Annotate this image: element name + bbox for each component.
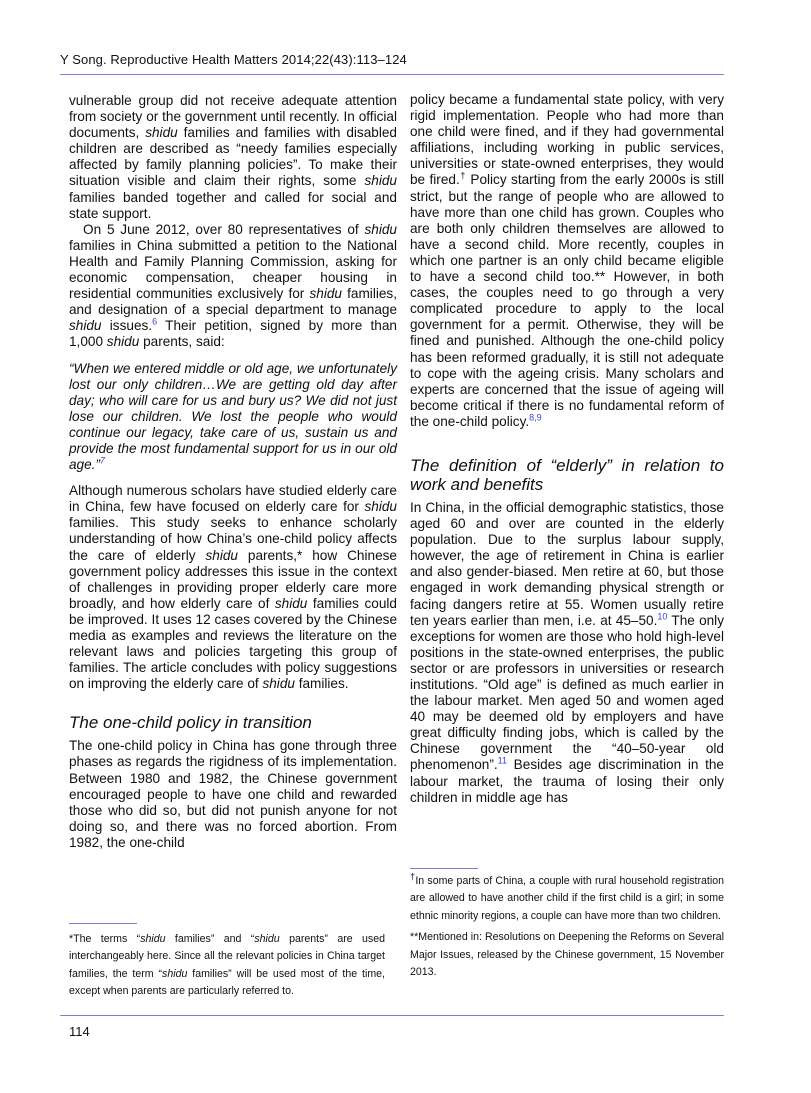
section-heading: The one-child policy in transition <box>69 713 312 733</box>
italic-term: shidu <box>364 221 397 237</box>
block-quote: “When we entered middle or old age, we unfortunately lost our only children…We are getting old day after day; who will care for us and bury us? We did not just lose our children. We lost the people who would continue our legacy, take care of us, sustain us and provide the most fundamental support for us in our old age.”$^7$ <box>69 360 397 473</box>
footnote-rule <box>410 868 478 869</box>
paragraph: Although numerous scholars have studied elderly care in China, few have focused on elderly care for shidu families. This study seeks to enhance scholarly understanding of how China’s one-child policy affects the care of elderly shidu parents,* how Chinese government policy addresses this issue in the context of challenges in providing proper elderly care more broadly, and how elderly care of shidu families could be improved. It uses 12 cases covered by the Chinese media as examples and reviews the literature on the relevant laws and policies targeting this group of families. The article concludes with policy suggestions on improving the elderly care of shidu families. <box>69 483 397 692</box>
italic-term: shidu <box>364 499 397 515</box>
italic-term: shidu <box>140 933 166 945</box>
italic-term: shidu <box>162 967 188 980</box>
reference-link[interactable]: 11 <box>497 755 508 766</box>
footnote-rule <box>69 923 137 924</box>
italic-term: shidu <box>254 933 280 945</box>
right-column <box>410 92 724 806</box>
italic-term: shidu <box>106 334 140 350</box>
footnote: †In some parts of China, a couple with rural household registration are allowed to have another child if the first child is a girl; in some ethnic minority regions, a couple can have more than two children. <box>410 871 724 922</box>
italic-term: shidu <box>364 173 397 189</box>
running-header: Y Song. Reproductive Health Matters 2014;22(43):113–124 <box>60 52 407 67</box>
paragraph: On 5 June 2012, over 80 representatives of shidu families in China submitted a petition to the National Health and Family Planning Commission, asking for economic compensation, cheaper housing in residential communities exclusively for shidu families, and designation of a special department to manage shidu issues.$^6$ Their petition, signed by more than 1,000 shidu parents, said: <box>69 221 397 350</box>
footnote-marker: † <box>410 871 416 882</box>
italic-term: shidu <box>309 286 342 302</box>
italic-term: shidu <box>205 547 238 563</box>
paragraph: In China, in the official demographic statistics, those aged 60 and over are counted in the elderly population. Due to the surplus labour supply, however, the age of retirement in China is earlier and also gender-biased. Men retire at 60, but those engaged in work demanding physical strength or facing dangers retire at 55. Women usually retire ten years earlier than men, i.e. at 45–50.10 The only exceptions for women are those who hold high-level positions in the state-owned enterprises, the public sector or are professors in universities or research institutions. “Old age” is defined as much earlier in the labour market. Men aged 50 and women aged 40 may be deemed old by employers and have great difficulty finding jobs, which is called by the Chinese government the “40–50-year old phenomenon”.$^{11}$ Besides age discrimination in the labour market, the trauma of losing their only children in middle age has <box>410 499 725 805</box>
section-heading: The definition of “elderly” in relation to work and benefits <box>410 455 724 494</box>
italic-term: shidu <box>145 125 178 141</box>
reference-link[interactable]: 8,9 <box>529 412 542 423</box>
reference-link[interactable]: 7 <box>99 455 105 466</box>
footer-rule <box>60 1015 724 1016</box>
footnotes-left <box>69 931 385 1001</box>
italic-term: shidu <box>274 595 308 611</box>
italic-term: shidu <box>262 676 295 692</box>
italic-term: shidu <box>69 318 102 334</box>
footnote: **Mentioned in: Resolutions on Deepening the Reforms on Several Major Issues, released by the Chinese government, 15 November 2013. <box>410 931 724 979</box>
left-column <box>69 93 397 851</box>
reference-link[interactable]: 10 <box>657 611 668 622</box>
paragraph: vulnerable group did not receive adequate attention from society or the government until recently. In official documents, shidu families and families with disabled children are described as “needy families especially affected by family planning policies”. To make their situation visible and claim their rights, some shidu families banded together and called for social and state support. <box>69 93 397 221</box>
header-rule <box>60 74 724 75</box>
reference-link[interactable]: 6 <box>152 316 158 327</box>
page-number: 114 <box>69 1024 90 1039</box>
paragraph: policy became a fundamental state policy, with very rigid implementation. People who had more than one child were fined, and if they had governmental affiliations, including working in public services, universities or state-owned enterprises, they would be fired.† Policy starting from the early 2000s is still strict, but the range of people who are allowed to have more than one child has grown. Couples who are both only children themselves are allowed to have a second child. More recently, couples in which one partner is an only child became eligible to have a second child too.** However, in both cases, the couples need to go through a very complicated procedure to apply to the local government for a permit. Otherwise, they will be fined and punished. Although the one-child policy has been reformed gradually, it is still not adequate to cope with the ageing crisis. Many scholars and experts are concerned that the issue of ageing will become critical if there is no fundamental reform of the one-child policy.$^{8,9}$ <box>410 92 724 429</box>
footnote-marker: † <box>459 170 466 181</box>
footnote: *The terms “shidu families” and “shidu parents” are used interchangeably here. Since all the relevant policies in China target families, the term “shidu families” will be used most of the time, except when parents are particularly referred to. <box>69 933 386 998</box>
paragraph: The one-child policy in China has gone through three phases as regards the rigidness of its implementation. Between 1980 and 1982, the Chinese government encouraged people to have one child and rewarded those who did so, but did not punish anyone for not doing so, and there was no forced abortion. From 1982, the one-child <box>69 738 397 850</box>
footnotes-right <box>410 873 724 981</box>
